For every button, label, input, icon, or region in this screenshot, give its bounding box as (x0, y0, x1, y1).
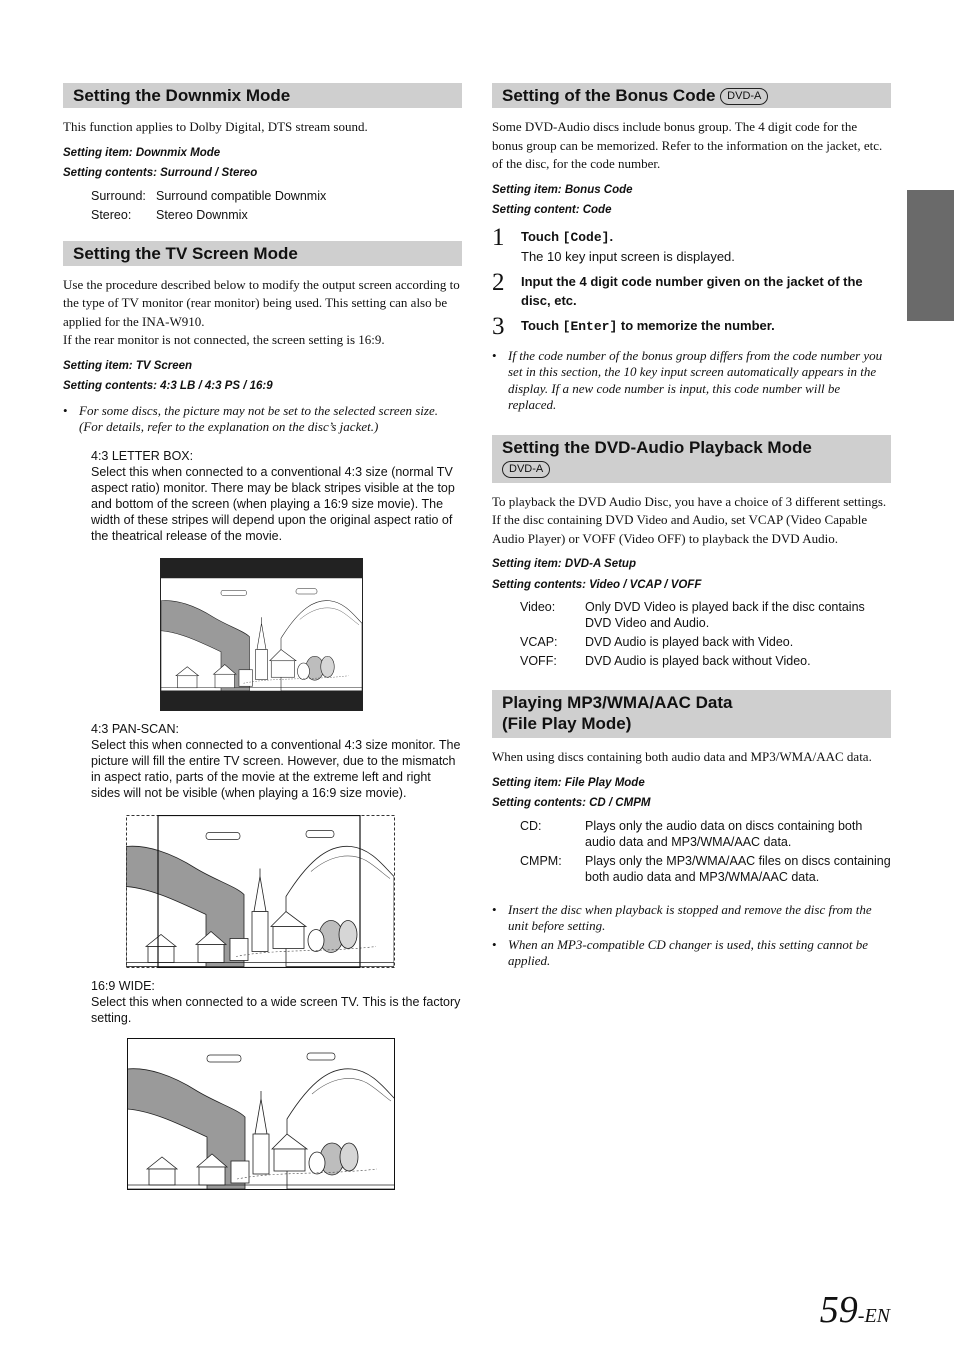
dvda-intro: To playback the DVD Audio Disc, you have a choice of 3 different settings. If the disc containing DVD Video and Audio, set VCAP (Video Capable Audio Player) or VOFF (Video OFF) to playback the DVD Audio. (492, 493, 887, 546)
right-column (492, 83, 891, 972)
option-row (520, 634, 891, 650)
page-number (820, 1288, 890, 1332)
bonus-heading (492, 83, 891, 108)
mp3-note (492, 937, 891, 970)
option-definition: Plays only the audio data on discs containing both audio data and MP3/WMA/AAC data. (585, 818, 863, 849)
option-definition: Stereo Downmix (156, 207, 248, 222)
option-definition: Surround compatible Downmix (156, 188, 327, 203)
option-definition: DVD Audio is played back without Video. (585, 654, 811, 668)
option-term: Surround: (91, 188, 146, 203)
mode-description: Select this when connected to a conventional 4:3 size monitor. The picture will fill the entire TV screen. However, due to the mismatch in aspect ratio, parts of the movie at the extreme left and right sides will not be visible (when playing a 16:9 size movie). (91, 737, 461, 800)
tvscreen-heading: Setting the TV Screen Mode (63, 241, 462, 266)
bullet: • (492, 901, 497, 917)
downmix-options (91, 188, 462, 223)
downmix-setting-item: Setting item: Downmix Mode (63, 146, 221, 159)
step-3 (492, 312, 891, 340)
section-tab-marker (907, 190, 954, 321)
option-row (520, 653, 891, 669)
tvscreen-setting-contents: Setting contents: 4:3 LB / 4:3 PS / 16:9 (63, 380, 273, 392)
option-row (91, 207, 462, 223)
code-key-label: [Code] (562, 229, 610, 245)
mode-title: 16:9 WIDE: (91, 978, 155, 993)
option-row (520, 853, 891, 885)
dvd-a-badge: DVD-A (502, 461, 550, 478)
mp3-heading (492, 690, 891, 738)
option-term: VCAP: (520, 635, 558, 649)
step-1 (492, 223, 891, 266)
bonus-note (492, 348, 891, 414)
mp3-heading-line-2: (File Play Mode) (502, 714, 632, 733)
option-row (520, 599, 891, 631)
bonus-setting-item: Setting item: Bonus Code (492, 183, 633, 196)
mp3-options (520, 818, 891, 885)
option-definition: DVD Audio is played back with Video. (585, 635, 794, 649)
dvda-heading (492, 435, 891, 483)
mode-description: Select this when connected to a conventional 4:3 size (normal TV aspect ratio) monitor. There may be black stripes visible at the top and bottom of the screen (when playing a 16:9 size movie). The width of these stripes will depend upon the original aspect ratio of the theatrical release of the movie. (91, 464, 455, 543)
mp3-note (492, 902, 891, 935)
bullet: • (492, 347, 497, 363)
page-number-value: 59 (819, 1289, 858, 1331)
step-text-end: . (609, 228, 614, 244)
mode-title: 4:3 LETTER BOX: (91, 448, 194, 463)
mp3-heading-line-1: Playing MP3/WMA/AAC Data (502, 693, 733, 712)
dvda-options (520, 599, 891, 669)
note-text: Insert the disc when playback is stopped and remove the disc from the unit before setting. (508, 901, 872, 933)
option-definition: Plays only the MP3/WMA/AAC files on discs containing both audio data and MP3/WMA/AAC data. (585, 853, 891, 884)
option-row (91, 188, 462, 204)
panscan-illustration (126, 815, 395, 968)
mp3-setting-contents: Setting contents: CD / CMPM (492, 797, 651, 809)
step-2 (492, 268, 891, 310)
step-text: Touch (521, 317, 563, 333)
step-result: The 10 key input screen is displayed. (521, 248, 735, 264)
option-term: Stereo: (91, 207, 132, 222)
mode-panscan (91, 721, 462, 801)
step-number: 2 (492, 268, 505, 296)
mode-wide (91, 978, 462, 1026)
option-term: VOFF: (520, 654, 557, 668)
mp3-intro: When using discs containing both audio data and MP3/WMA/AAC data. (492, 749, 872, 764)
downmix-setting-contents: Setting contents: Surround / Stereo (63, 167, 258, 179)
wide-illustration (127, 1038, 395, 1190)
dvd-a-badge: DVD-A (720, 88, 768, 105)
bonus-setting-contents: Setting content: Code (492, 204, 612, 216)
option-term: Video: (520, 600, 556, 614)
mode-letterbox (91, 448, 462, 544)
page-number-suffix: -EN (857, 1305, 890, 1327)
bonus-heading-text: Setting of the Bonus Code (502, 86, 716, 105)
downmix-heading: Setting the Downmix Mode (63, 83, 462, 108)
bonus-intro: Some DVD-Audio discs include bonus group. The 4 digit code for the bonus group can be memorized. Refer to the information on the jacket, etc. of the disc, for the code number. (492, 119, 883, 171)
mp3-setting-item: Setting item: File Play Mode (492, 776, 645, 789)
dvda-setting-item: Setting item: DVD-A Setup (492, 558, 636, 570)
step-number: 3 (492, 312, 505, 340)
bullet: • (492, 936, 497, 952)
option-term: CD: (520, 818, 542, 833)
letterbox-illustration (160, 558, 363, 711)
step-text: Touch (521, 228, 563, 244)
mode-description: Select this when connected to a wide screen TV. This is the factory setting. (91, 994, 461, 1025)
option-row (520, 818, 891, 850)
left-column (63, 83, 462, 1200)
dvda-heading-text: Setting the DVD-Audio Playback Mode (502, 437, 812, 457)
tvscreen-intro-2: If the rear monitor is not connected, the screen setting is 16:9. (63, 332, 385, 347)
tvscreen-intro: Use the procedure described below to modify the output screen according to the type of TV monitor (rear monitor) being used. This setting can also be applied for the INA-W910. (63, 276, 460, 329)
step-text: Input the 4 digit code number given on the jacket of the disc, etc. (521, 273, 863, 308)
enter-key-label: [Enter] (562, 318, 618, 334)
tvscreen-note (63, 403, 462, 436)
note-text: If the code number of the bonus group differs from the code number you set in this section, the 10 key input screen automatically appears in the display. If a new code number is input, this code number will be replaced. (508, 347, 883, 412)
option-definition: Only DVD Video is played back if the disc contains DVD Video and Audio. (585, 600, 865, 630)
option-term: CMPM: (520, 853, 562, 868)
dvda-setting-contents: Setting contents: Video / VCAP / VOFF (492, 578, 702, 591)
bullet: • (63, 402, 68, 418)
mode-title: 4:3 PAN-SCAN: (91, 721, 179, 736)
note-text: When an MP3-compatible CD changer is used, this setting cannot be applied. (508, 936, 868, 968)
step-number: 1 (492, 223, 505, 251)
note-text: For some discs, the picture may not be set to the selected screen size. (For details, refer to the explanation on the disc’s jacket.) (79, 402, 438, 434)
step-text-end: to memorize the number. (617, 317, 775, 333)
tvscreen-setting-item: Setting item: TV Screen (63, 359, 193, 372)
downmix-intro: This function applies to Dolby Digital, DTS stream sound. (63, 119, 368, 134)
